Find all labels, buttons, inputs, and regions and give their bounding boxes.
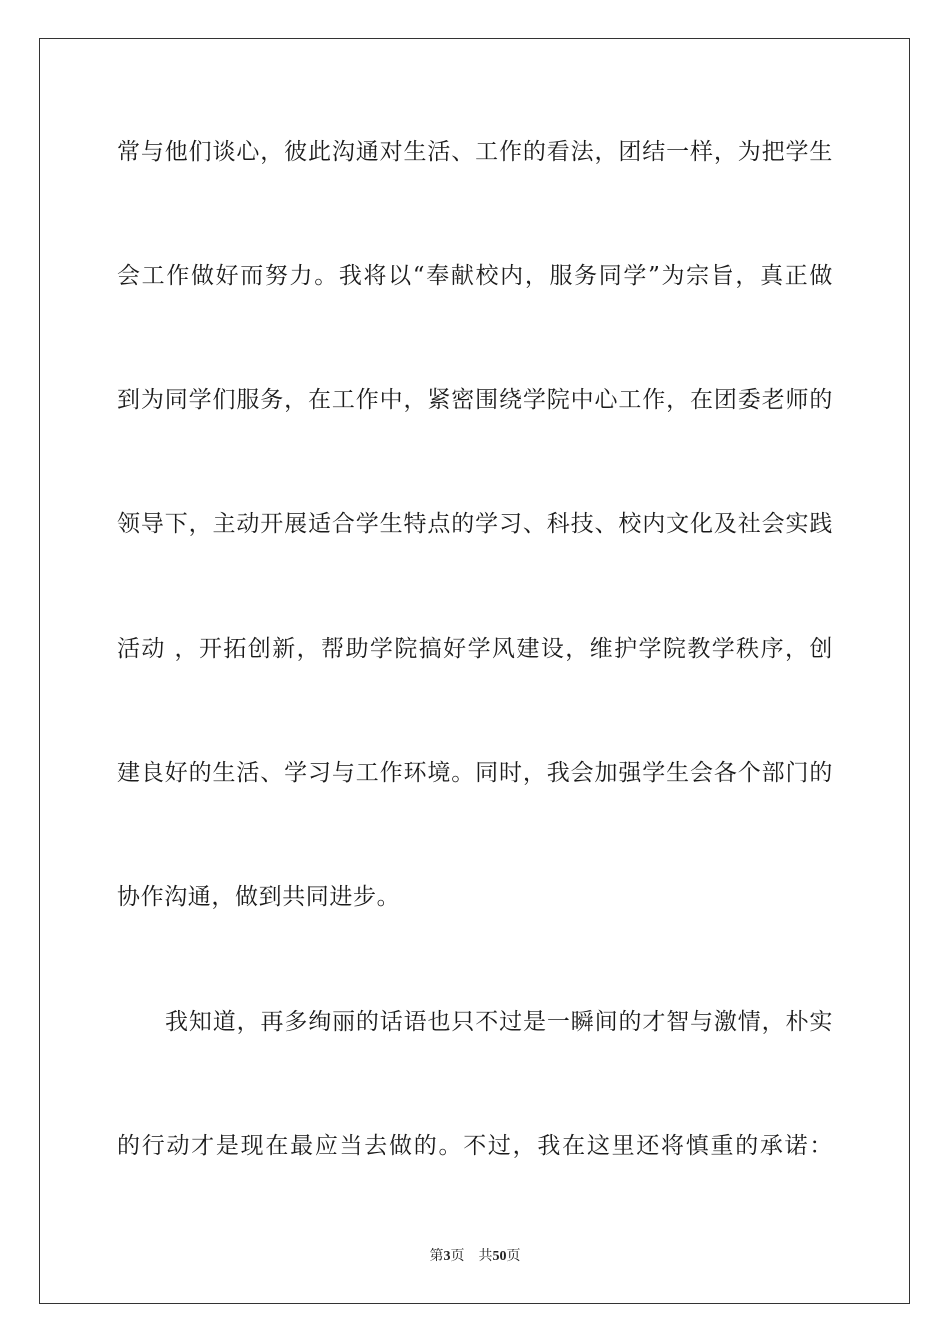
paragraph-line-3: 到为同学们服务，在工作中，紧密围绕学院中心工作，在团委老师的 — [117, 387, 833, 413]
paragraph-line-5: 活动 ，开拓创新，帮助学院搞好学风建设，维护学院教学秩序，创 — [117, 636, 833, 662]
page-prefix: 第 — [429, 1248, 444, 1264]
paragraph-line-2: 会工作做好而努力。我将以“奉献校内，服务同学”为宗旨，真正做 — [117, 263, 833, 289]
paragraph-line-6: 建良好的生活、学习与工作环境。同时，我会加强学生会各个部门的 — [117, 760, 833, 786]
page-number: 3 — [443, 1249, 451, 1264]
page-footer — [0, 1247, 950, 1266]
page-frame — [39, 38, 910, 1304]
total-prefix: 共 — [478, 1248, 493, 1264]
page-suffix: 页 — [450, 1248, 465, 1264]
paragraph-line-4: 领导下，主动开展适合学生特点的学习、科技、校内文化及社会实践 — [117, 511, 833, 537]
paragraph-line-8: 我知道，再多绚丽的话语也只不过是一瞬间的才智与激情，朴实 — [165, 1009, 833, 1035]
paragraph-line-7: 协作沟通，做到共同进步。 — [117, 884, 401, 910]
total-suffix: 页 — [506, 1248, 521, 1264]
total-pages: 50 — [492, 1249, 507, 1264]
paragraph-line-1: 常与他们谈心，彼此沟通对生活、工作的看法，团结一样，为把学生 — [117, 139, 833, 165]
paragraph-line-9: 的行动才是现在最应当去做的。不过，我在这里还将慎重的承诺： — [117, 1133, 833, 1159]
